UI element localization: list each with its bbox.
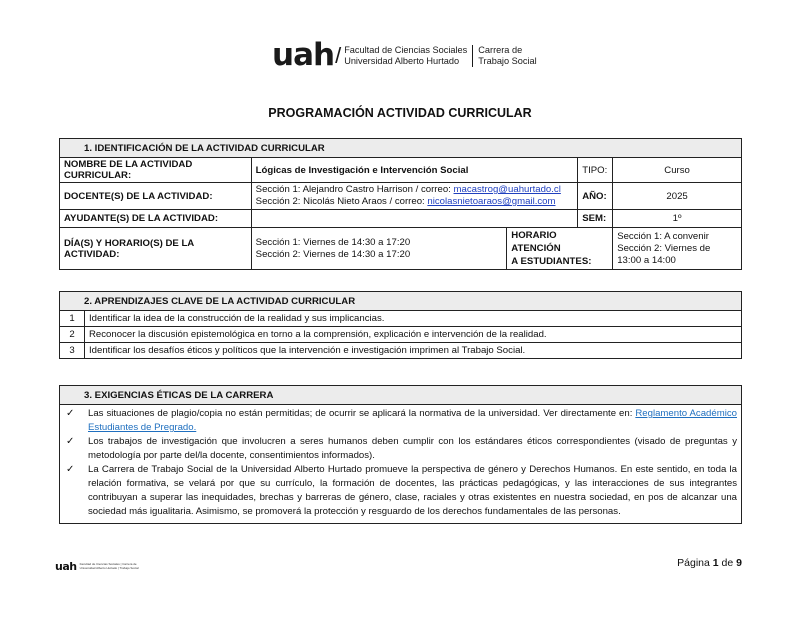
logo-divider bbox=[472, 45, 473, 67]
outcome-number: 1 bbox=[60, 311, 85, 327]
page-title: PROGRAMACIÓN ACTIVIDAD CURRICULAR bbox=[268, 106, 532, 120]
office-hours-line2: Sección 2: Viernes de bbox=[617, 242, 711, 254]
ethics-item-text: La Carrera de Trabajo Social de la Universidad Alberto Hurtado promueve la perspectiva de género y Derechos Humanos. En este sentido, en toda la relación formativa, se velará por que su currículo, la formación de docentes, las prácticas pedagógicas, y las interacciones de sus integrantes contribuyan a superar las inequidades, brechas y barreras de género, clase, raciales y otras existentes en nuestra sociedad, en pos de alcanzar una sociedad más igualitaria. Asimismo, se promoverá la protección y resguardo de los derechos fundamentales de las personas. bbox=[88, 464, 737, 517]
ethics-item bbox=[66, 435, 737, 463]
teacher-1 bbox=[256, 184, 574, 196]
office-hours-line1: Sección 1: A convenir bbox=[617, 230, 709, 242]
teacher-2 bbox=[256, 196, 574, 208]
office-hours-value bbox=[613, 228, 742, 270]
footer-logo-wordmark: uah bbox=[55, 560, 77, 573]
page-current: 1 bbox=[712, 557, 719, 569]
teacher-2-email-link[interactable]: nicolasnietoaraos@gmail.com bbox=[427, 196, 556, 207]
career-line1: Carrera de bbox=[478, 44, 523, 55]
footer-logo-line2: Universidad Alberto Hurtado | Trabajo Social bbox=[79, 565, 139, 570]
ethics-item-text: Los trabajos de investigación que involucren a seres humanos deben cumplir con los estándares éticos correspondientes (visado de preguntas y metodología por parte del/la docente, consentimientos informados). bbox=[88, 436, 737, 461]
checkmark-icon: ✓ bbox=[66, 464, 75, 475]
type-label: TIPO: bbox=[578, 158, 613, 183]
schedule-value bbox=[251, 228, 507, 270]
identification-table bbox=[59, 138, 742, 270]
footer-logo-line1: Facultad de Ciencias Sociales | Carrera de bbox=[79, 562, 137, 566]
office-hours-label bbox=[507, 228, 613, 270]
office-hours-line3: 13:00 a 14:00 bbox=[617, 254, 676, 266]
outcome-number: 2 bbox=[60, 327, 85, 343]
footer-logo bbox=[55, 560, 139, 573]
section1-heading: 1. IDENTIFICACIÓN DE LA ACTIVIDAD CURRICULAR bbox=[60, 139, 742, 158]
page-prefix: Página bbox=[677, 557, 713, 569]
career-line2: Trabajo Social bbox=[478, 55, 537, 66]
page-middle: de bbox=[718, 557, 737, 569]
schedule-label: DÍA(S) Y HORARIO(S) DE LA ACTIVIDAD: bbox=[60, 228, 252, 270]
logo-slash: / bbox=[335, 42, 342, 68]
semester-label: SEM: bbox=[578, 210, 613, 228]
teacher-label: DOCENTE(S) DE LA ACTIVIDAD: bbox=[60, 183, 252, 210]
ethics-table bbox=[59, 385, 742, 524]
schedule-section-1: Sección 1: Viernes de 14:30 a 17:20 bbox=[255, 236, 411, 248]
learning-outcomes-table bbox=[59, 291, 742, 359]
outcome-number: 3 bbox=[60, 343, 85, 359]
teacher-1-text: Sección 1: Alejandro Castro Harrison / correo: bbox=[255, 184, 454, 195]
year-value: 2025 bbox=[613, 183, 742, 210]
uah-logo bbox=[272, 37, 537, 73]
career-name bbox=[478, 45, 536, 67]
faculty-name bbox=[344, 45, 467, 67]
faculty-line1: Facultad de Ciencias Sociales bbox=[344, 44, 468, 55]
logo-wordmark: uah bbox=[272, 37, 335, 73]
teacher-1-email-link[interactable]: macastrog@uahurtado.cl bbox=[453, 184, 561, 195]
ethics-item bbox=[66, 407, 737, 435]
activity-name-label: NOMBRE DE LA ACTIVIDAD CURRICULAR: bbox=[60, 158, 252, 183]
checkmark-icon: ✓ bbox=[66, 408, 75, 419]
ethics-item bbox=[66, 463, 737, 519]
outcome-text: Identificar la idea de la construcción de la realidad y sus implicancias. bbox=[85, 311, 742, 327]
ethics-list bbox=[60, 405, 742, 524]
assistant-value bbox=[251, 210, 578, 228]
regulation-link[interactable]: Reglamento Académico Estudiantes de Pregrado. bbox=[88, 408, 737, 433]
year-label: AÑO: bbox=[578, 183, 613, 210]
section3-heading: 3. EXIGENCIAS ÉTICAS DE LA CARRERA bbox=[60, 386, 742, 405]
teacher-2-text: Sección 2: Nicolás Nieto Araos / correo: bbox=[255, 196, 428, 207]
office-hours-label-line1: HORARIO ATENCIÓN bbox=[511, 230, 561, 254]
activity-name-value: Lógicas de Investigación e Intervención Social bbox=[251, 158, 578, 183]
assistant-label: AYUDANTE(S) DE LA ACTIVIDAD: bbox=[60, 210, 252, 228]
outcome-text: Identificar los desafíos éticos y políticos que la intervención e investigación imprimen al Trabajo Social. bbox=[85, 343, 742, 359]
checkmark-icon: ✓ bbox=[66, 436, 75, 447]
page-number bbox=[677, 557, 742, 569]
outcome-text: Reconocer la discusión epistemológica en torno a la comprensión, explicación e intervención de la realidad. bbox=[85, 327, 742, 343]
type-value: Curso bbox=[613, 158, 742, 183]
faculty-line2: Universidad Alberto Hurtado bbox=[344, 55, 460, 66]
footer-logo-text bbox=[80, 563, 139, 570]
office-hours-label-line2: A ESTUDIANTES: bbox=[511, 256, 592, 267]
page-total: 9 bbox=[736, 557, 742, 569]
semester-value: 1º bbox=[613, 210, 742, 228]
teacher-value bbox=[251, 183, 578, 210]
schedule-section-2: Sección 2: Viernes de 14:30 a 17:20 bbox=[255, 248, 411, 260]
section2-heading: 2. APRENDIZAJES CLAVE DE LA ACTIVIDAD CURRICULAR bbox=[60, 292, 742, 311]
ethics-item-text: Las situaciones de plagio/copia no están permitidas; de ocurrir se aplicará la normativa de la universidad. Ver directamente en: bbox=[88, 408, 636, 419]
